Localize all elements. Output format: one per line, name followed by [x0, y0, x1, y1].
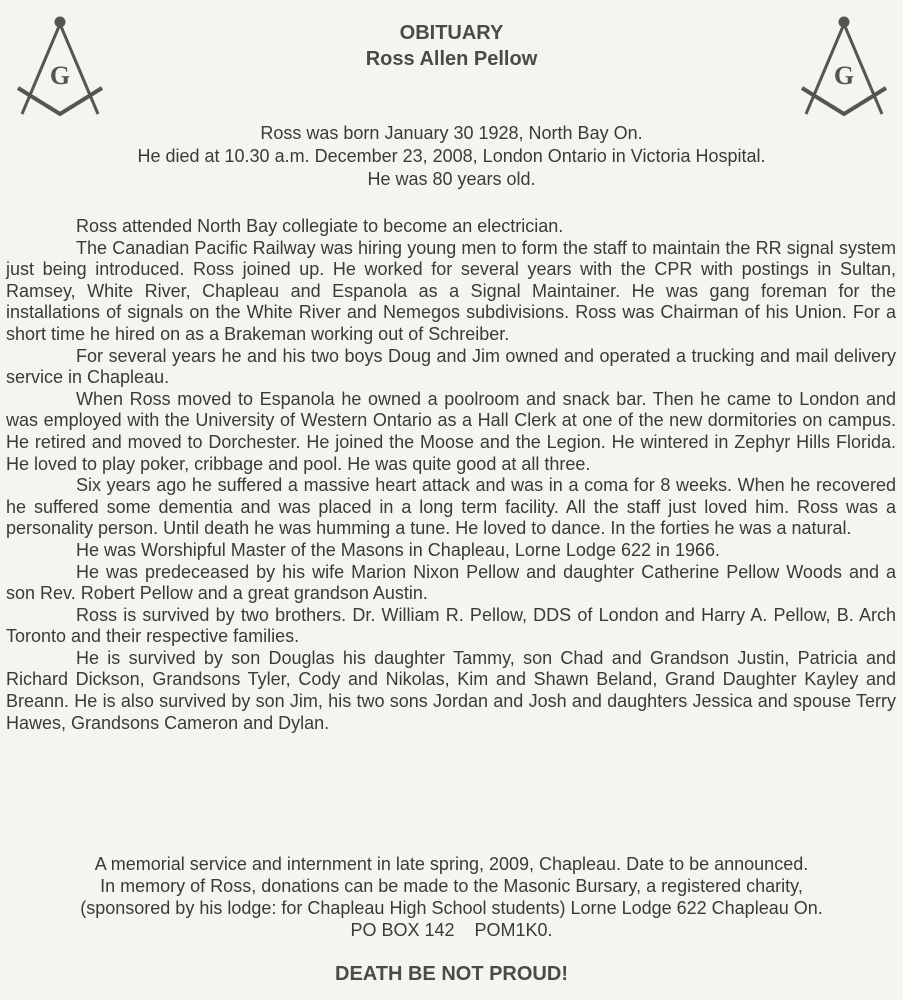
paragraph-espanola: When Ross moved to Espanola he owned a poolroom and snack bar. Then he came to London and was employed with the University of Western Ontario as a Hall Clerk at one of the new dormitories on campus. He retired and moved to Dorchester. He joined the Moose and the Legion. He wintered in Zephyr Hills Florida. He loved to play poker, cribbage and pool. He was quite good at all three. [6, 388, 896, 474]
paragraph-survivors: He is survived by son Douglas his daughter Tammy, son Chad and Grandson Justin, Patricia and Richard Dickson, Grandsons Tyler, Cody and Nikolas, Kim and Shawn Beland, Grand Daughter Kayley and Breann. He is also survived by son Jim, his two sons Jordan and Josh and daughters Jessica and spouse Terry Hawes, Grandsons Cameron and Dylan. [6, 647, 896, 733]
sponsor-line: (sponsored by his lodge: for Chapleau High School students) Lorne Lodge 622 Chapleau On. [80, 898, 823, 918]
donation-line: In memory of Ross, donations can be made to the Masonic Bursary, a registered charity, [100, 876, 803, 896]
svg-text:G: G [833, 61, 855, 90]
paragraph-health: Six years ago he suffered a massive heart attack and was in a coma for 8 weeks. When he recovered he suffered some dementia and was placed in a long term facility. All the staff just loved him. Ross was a personality person. Until death he was humming a tune. He loved to dance. In the forties he was a natural. [6, 475, 896, 539]
svg-text:G: G [49, 61, 71, 90]
intro-block [0, 122, 903, 191]
birth-line: Ross was born January 30 1928, North Bay On. [260, 123, 643, 143]
paragraph-trucking: For several years he and his two boys Doug and Jim owned and operated a trucking and mail delivery service in Chapleau. [6, 345, 896, 388]
closing-block [0, 853, 903, 941]
paragraph-brothers: Ross is survived by two brothers. Dr. William R. Pellow, DDS of London and Harry A. Pellow, B. Arch Toronto and their respective families. [6, 604, 896, 647]
address-line: PO BOX 142 POM1K0. [350, 920, 553, 940]
memorial-line: A memorial service and internment in late spring, 2009, Chapleau. Date to be announced. [94, 854, 809, 874]
age-line: He was 80 years old. [367, 169, 536, 189]
obituary-header [0, 20, 903, 72]
paragraph-education: Ross attended North Bay collegiate to become an electrician. [76, 216, 564, 236]
death-line: He died at 10.30 a.m. December 23, 2008, London Ontario in Victoria Hospital. [137, 146, 766, 166]
obituary-body [6, 216, 896, 734]
deceased-name: Ross Allen Pellow [365, 48, 538, 70]
paragraph-predeceased: He was predeceased by his wife Marion Nixon Pellow and daughter Catherine Pellow Woods and a son Rev. Robert Pellow and a great grandson Austin. [6, 561, 896, 604]
paragraph-railway: The Canadian Pacific Railway was hiring young men to form the staff to maintain the RR signal system just being introduced. Ross joined up. He worked for several years with the CPR with postings in Sultan, Ramsey, White River, Chapleau and Espanola as a Signal Maintainer. He was gang foreman for the installations of signals on the White River and Nemegos subdivisions. Ross was Chairman of his Union. For a short time he hired on as a Brakeman working out of Schreiber. [6, 237, 896, 344]
heading: OBITUARY [399, 22, 504, 44]
final-line: DEATH BE NOT PROUD! [335, 963, 568, 985]
paragraph-masons: He was Worshipful Master of the Masons in Chapleau, Lorne Lodge 622 in 1966. [76, 539, 721, 560]
